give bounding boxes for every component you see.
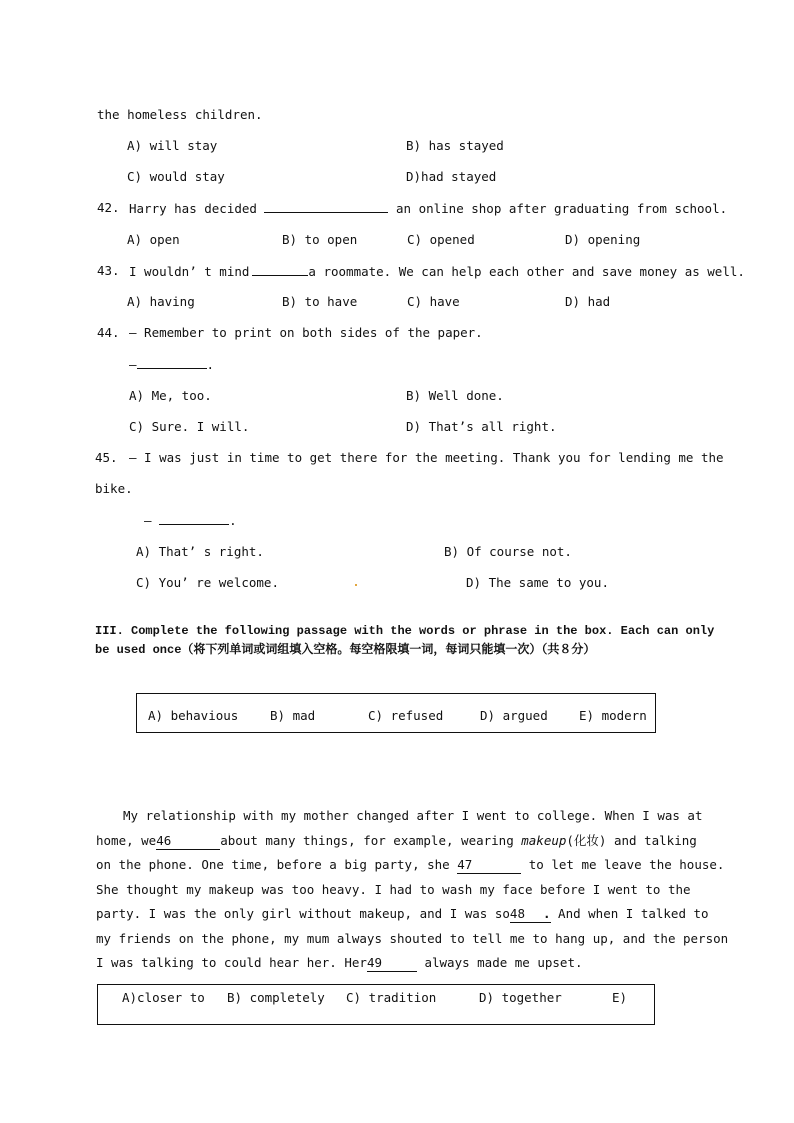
q43-option-c[interactable]: C) have bbox=[407, 294, 460, 309]
q44-response bbox=[129, 356, 214, 373]
passage-l5c: And when I talked to bbox=[550, 906, 709, 921]
q45-response bbox=[144, 512, 237, 529]
q45-end: . bbox=[229, 513, 237, 528]
q45-blank[interactable] bbox=[159, 512, 229, 525]
q42-blank[interactable] bbox=[264, 200, 388, 213]
blank-48[interactable] bbox=[510, 906, 551, 923]
q45-option-a[interactable]: A) That’ s right. bbox=[136, 544, 264, 559]
q41-option-c[interactable]: C) would stay bbox=[127, 169, 225, 184]
q44-option-a[interactable]: A) Me, too. bbox=[129, 388, 212, 403]
blank-47[interactable]: 47 bbox=[457, 857, 521, 874]
q43-option-b[interactable]: B) to have bbox=[282, 294, 358, 309]
q44-option-d[interactable]: D) That’s all right. bbox=[406, 419, 557, 434]
word-box-2-option-e: E) bbox=[612, 990, 628, 1005]
section3-heading-line2: be used once（将下列单词或词组填入空格。每空格限填一词，每词只能填一次）（共８分） bbox=[95, 643, 596, 657]
q43-stem-post: a roommate. We can help each other and save money as well. bbox=[308, 264, 745, 279]
section3-heading-line1: III. Complete the following passage with the words or phrase in the box. Each can only bbox=[95, 624, 715, 638]
q45-option-c[interactable]: C) You’ re welcome. bbox=[136, 575, 279, 590]
blank-49[interactable]: 49 bbox=[367, 955, 417, 972]
passage-line-3 bbox=[96, 857, 724, 874]
passage-l7b: always made me upset. bbox=[416, 955, 583, 970]
word-box-2-option-b: B) completely bbox=[227, 990, 325, 1005]
q43-blank[interactable] bbox=[252, 263, 308, 276]
q44-blank[interactable] bbox=[137, 356, 207, 369]
passage-line-1: My relationship with my mother changed after I went to college. When I was at bbox=[123, 808, 703, 823]
q42-stem bbox=[129, 200, 727, 217]
q41-tail: the homeless children. bbox=[97, 107, 263, 122]
q44-option-c[interactable]: C) Sure. I will. bbox=[129, 419, 250, 434]
q44-end: . bbox=[206, 357, 215, 372]
blank-48-period: . bbox=[542, 906, 551, 921]
q45-stem-line2: bike. bbox=[95, 481, 133, 496]
q43-option-d[interactable]: D) had bbox=[565, 294, 611, 309]
q45-number: 45. bbox=[95, 450, 118, 465]
word-box-option-e: E) modern bbox=[579, 708, 647, 723]
q45-stem-line1: — I was just in time to get there for the meeting. Thank you for lending me the bbox=[129, 450, 724, 465]
q41-option-d[interactable]: D)had stayed bbox=[406, 169, 497, 184]
q41-option-b[interactable]: B) has stayed bbox=[406, 138, 504, 153]
passage-l2a: home, we bbox=[96, 833, 157, 848]
word-box-option-b: B) mad bbox=[270, 708, 316, 723]
passage-line-7 bbox=[96, 955, 583, 972]
q44-number: 44. bbox=[97, 325, 120, 340]
passage-line-5 bbox=[96, 906, 709, 923]
blank-46[interactable]: 46 bbox=[156, 833, 220, 850]
word-box-2-option-c: C) tradition bbox=[346, 990, 437, 1005]
word-box-option-d: D) argued bbox=[480, 708, 548, 723]
word-box-option-c: C) refused bbox=[368, 708, 444, 723]
passage-l7a: I was talking to could hear her. Her bbox=[96, 955, 367, 970]
q42-number: 42. bbox=[97, 200, 120, 215]
q42-option-b[interactable]: B) to open bbox=[282, 232, 358, 247]
q44-option-b[interactable]: B) Well done. bbox=[406, 388, 504, 403]
word-box-2-option-a: A)closer to bbox=[122, 990, 205, 1005]
q44-dash: — bbox=[129, 357, 137, 372]
stray-dot bbox=[355, 584, 357, 586]
q41-option-a[interactable]: A) will stay bbox=[127, 138, 218, 153]
q42-option-d[interactable]: D) opening bbox=[565, 232, 641, 247]
passage-l5a: party. I was the only girl without makeup, and I was so bbox=[96, 906, 510, 921]
passage-line-2 bbox=[96, 833, 697, 850]
q43-number: 43. bbox=[97, 263, 120, 278]
blank-48-number: 48 bbox=[509, 906, 525, 921]
word-box-2-option-d: D) together bbox=[479, 990, 562, 1005]
q43-option-a[interactable]: A) having bbox=[127, 294, 195, 309]
q44-stem: — Remember to print on both sides of the paper. bbox=[129, 325, 483, 340]
q45-option-b[interactable]: B) Of course not. bbox=[444, 544, 572, 559]
word-box-option-a: A) behavious bbox=[148, 708, 239, 723]
q45-dash: — bbox=[144, 513, 152, 528]
q42-option-c[interactable]: C) opened bbox=[407, 232, 475, 247]
q42-option-a[interactable]: A) open bbox=[127, 232, 180, 247]
passage-l3b: to let me leave the house. bbox=[521, 857, 725, 872]
passage-l3a: on the phone. One time, before a big party, she bbox=[96, 857, 458, 872]
q42-stem-post: an online shop after graduating from school. bbox=[396, 201, 728, 216]
q42-stem-pre: Harry has decided bbox=[129, 201, 257, 216]
q43-stem-pre: I wouldn’ t mind bbox=[129, 264, 250, 279]
passage-l2-italic: makeup bbox=[521, 833, 567, 848]
passage-line-4: She thought my makeup was too heavy. I had to wash my face before I went to the bbox=[96, 882, 691, 897]
q43-stem bbox=[129, 263, 745, 280]
q45-option-d[interactable]: D) The same to you. bbox=[466, 575, 609, 590]
passage-line-6: my friends on the phone, my mum always shouted to tell me to hang up, and the person bbox=[96, 931, 729, 946]
passage-l2c: (化妆) and talking bbox=[566, 833, 697, 848]
passage-l2b: about many things, for example, wearing bbox=[220, 833, 522, 848]
